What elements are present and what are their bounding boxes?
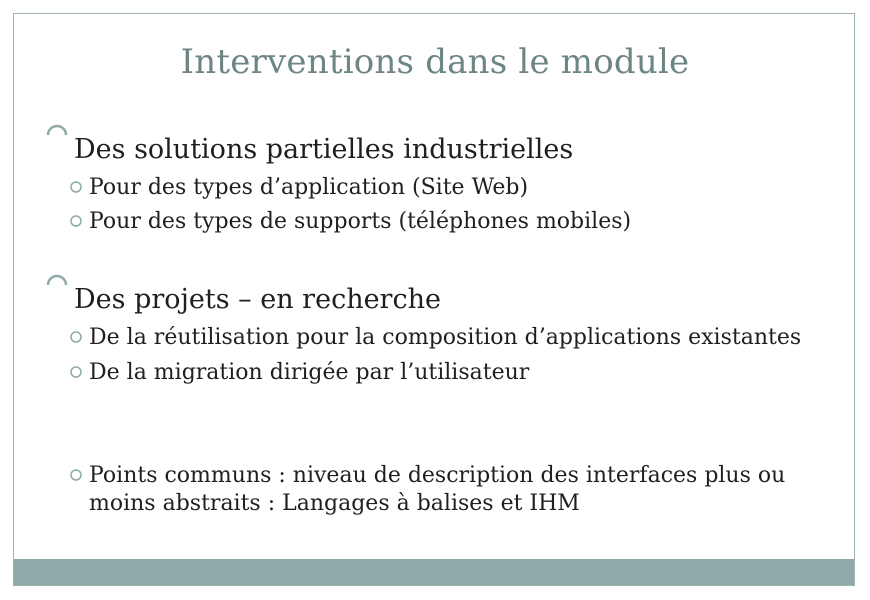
circle-outline-bullet-icon (70, 366, 82, 378)
list-item-text: De la réutilisation pour la composition d’applications existantes (89, 325, 802, 350)
list-item-text: Pour des types d’application (Site Web) (89, 175, 529, 200)
footer-band (14, 559, 854, 585)
slide-title: Interventions dans le module (180, 42, 690, 82)
circle-outline-bullet-icon (70, 331, 82, 343)
list-item-text: De la migration dirigée par l’utilisateur (89, 360, 530, 385)
slide (13, 13, 855, 586)
section-heading-text: Des projets – en recherche (74, 284, 441, 315)
section-heading-research (44, 284, 441, 316)
circle-outline-bullet-icon (70, 469, 82, 481)
note-line-2: moins abstraits : Langages à balises et IHM (89, 491, 580, 516)
section-heading-industrial (44, 134, 573, 166)
quarter-circle-bullet-icon (44, 138, 74, 158)
note-line-1: Points communs : niveau de description des interfaces plus ou (89, 463, 786, 488)
list-item-text: Pour des types de supports (téléphones mobiles) (89, 209, 632, 234)
circle-outline-bullet-icon (70, 215, 82, 227)
section-heading-text: Des solutions partielles industrielles (74, 134, 574, 165)
quarter-circle-bullet-icon (44, 288, 74, 308)
circle-outline-bullet-icon (70, 181, 82, 193)
